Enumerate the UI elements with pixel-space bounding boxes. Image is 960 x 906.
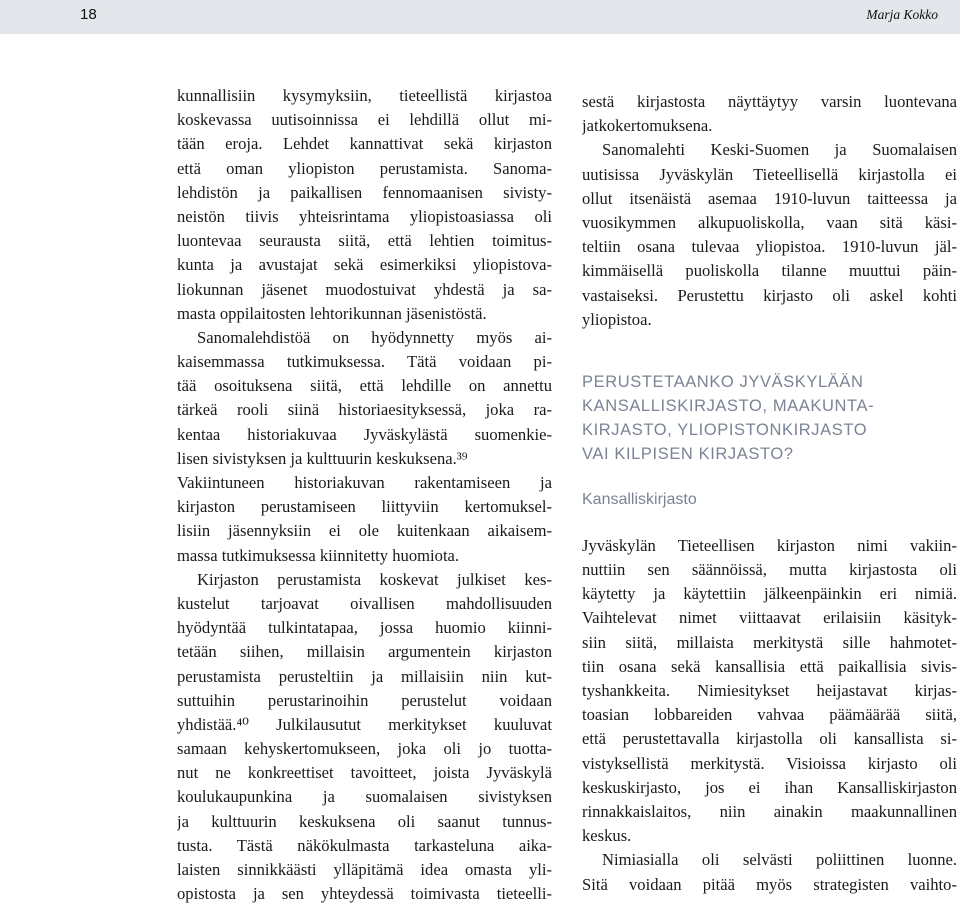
text-line: vistyksellistä merkitystä. Visioissa kirjasto oli	[582, 753, 957, 773]
section-heading-line: VAI KILPISEN KIRJASTO?	[582, 444, 794, 463]
section-heading	[582, 370, 957, 466]
text-line: hyödyntää tulkintatapaa, jossa huomio kiinni-	[177, 618, 552, 638]
text-line: Sanomalehti Keski-Suomen ja Suomalaisen	[602, 140, 957, 160]
text-line: Vaihtelevat nimet viittaavat erilaisiin käsityk-	[582, 608, 957, 628]
text-line: nuttiin sen säännöissä, mutta kirjastosta oli	[582, 560, 957, 580]
text-line: kunta ja avustajat sekä esimerkiksi yliopistova-	[177, 255, 552, 275]
page-number: 18	[80, 6, 97, 23]
text-line: perustamista perusteltiin ja millaisiin niin kut-	[177, 666, 552, 686]
text-line: liokunnan jäsenet muodostuivat yhdestä ja sa-	[177, 279, 552, 299]
text-line: Jyväskylän Tieteellisen kirjaston nimi vakiin-	[582, 535, 957, 555]
text-line: käytetty ja käytettiin jälkeenpäinkin eri nimiä.	[582, 584, 957, 604]
text-line: että oman yliopiston perustamista. Sanoma-	[177, 158, 552, 178]
text-line: siin siitä, millaista merkitystä sille hahmotet-	[582, 632, 957, 652]
section-heading-line: KANSALLISKIRJASTO, MAAKUNTA-	[582, 396, 875, 415]
text-line: jatkokertomuksena.	[582, 116, 713, 136]
text-line: tiin osana sekä kansallisia että paikallisia sivis-	[582, 656, 957, 676]
text-line: ja kulttuurin keskuksena oli saanut tunnus-	[177, 811, 552, 831]
text-line: sestä kirjastosta näyttäytyy varsin luontevana	[582, 92, 957, 111]
text-line: teltiin osana tulevaa yliopistoa. 1910-luvun jäl-	[582, 237, 957, 257]
text-line: keskus.	[582, 826, 632, 846]
text-line: kirjaston perustamiseen liittyviin kertomuksel-	[177, 497, 552, 517]
text-line: kustelut tarjoavat oivallisen mahdollisuuden	[177, 593, 552, 613]
spacer	[582, 332, 957, 370]
text-line: laisten sinnikkäästi ylläpitämä idea omasta yli-	[177, 860, 552, 879]
text-line: nut ne konkreettiset tavoitteet, joista Jyväskylä	[177, 763, 552, 783]
text-line: rinnakkaislaitos, niin ainakin maakunnallinen	[582, 801, 957, 821]
text-line: kimmäisellä puoliskolla tilanne muuttui päin-	[582, 261, 957, 281]
text-line: Kirjaston perustamista koskevat julkiset kes-	[197, 569, 552, 589]
text-line: tetään siihen, millaisin argumentein kirjaston	[177, 642, 552, 662]
spacer	[582, 512, 957, 534]
text-line: tusta. Tästä näkökulmasta tarkasteluna aika-	[177, 835, 552, 855]
text-line: ollut itsenäistä asemaa 1910-luvun taitteessa ja	[582, 188, 957, 208]
text-line: että perustettavalla kirjastolla oli kansallista si-	[582, 729, 957, 749]
text-line: vuosikymmen alkupuoliskolla, vaan sitä käsi-	[582, 212, 957, 232]
right-column	[582, 90, 957, 897]
text-line: Sitä voidaan pitää myös strategisten vaihto-	[582, 874, 957, 894]
text-line: tyshankkeita. Nimiesitykset heijastavat kirjas-	[582, 681, 957, 700]
text-line: toasian lobbareiden vahvaa päämäärää siitä,	[582, 705, 957, 725]
text-line: uutisissa Jyväskylän Tieteellisellä kirjastolla ei	[582, 164, 957, 184]
section-heading-line: PERUSTETAANKO JYVÄSKYLÄÄN	[582, 372, 864, 391]
text-line: koulukaupunkina ja suomalaisen sivistyksen	[177, 787, 552, 807]
text-line: kentaa historiakuvaa Jyväskylästä suomenkie-	[177, 424, 552, 444]
text-line: tärkeä rooli siinä historiaesityksessä, joka ra-	[177, 400, 552, 420]
text-line: masta oppilaitosten lehtorikunnan jäsenistöstä.	[177, 303, 487, 323]
text-line: yliopistoa.	[582, 309, 652, 329]
text-line: tään eroja. Lehdet kannattivat sekä kirjaston	[177, 134, 552, 154]
subheading: Kansalliskirjasto	[582, 490, 697, 508]
text-line: koskevassa uutisoinnissa ei lehdillä ollut mi-	[177, 110, 552, 130]
left-column	[177, 84, 552, 906]
text-line: opistosta ja sen yhteydessä toimivasta tieteelli-	[177, 884, 552, 904]
text-line: Nimiasialla oli selvästi poliittinen luonne.	[602, 850, 957, 870]
text-line: yhdistää.⁴⁰ Julkilausutut merkitykset kuuluvat	[177, 714, 552, 734]
text-line: kaisemmassa tutkimuksessa. Tätä voidaan pi-	[177, 352, 552, 372]
text-line: kunnallisiin kysymyksiin, tieteellistä kirjastoa	[177, 86, 552, 105]
spacer	[582, 466, 957, 488]
text-line: luontevaa seurausta siitä, että lehtien toimitus-	[177, 231, 552, 251]
text-line: lisen sivistyksen ja kulttuurin keskuksena.³⁹	[177, 448, 468, 468]
running-author: Marja Kokko	[866, 7, 938, 22]
text-line: lehdistön ja paikallisen fennomaanisen sivisty-	[177, 182, 552, 202]
text-line: massa tutkimuksessa kiinnitetty huomiota.	[177, 545, 460, 565]
text-line: keskuskirjasto, jos ei ihan Kansalliskirjaston	[582, 777, 957, 797]
text-line: Vakiintuneen historiakuvan rakentamiseen ja	[177, 473, 552, 492]
text-line: tää osoituksena siitä, että lehdille on annettu	[177, 376, 552, 396]
text-line: samaan kehyskertomukseen, joka oli jo tuotta-	[177, 739, 552, 759]
page-header	[0, 0, 960, 34]
section-heading-line: KIRJASTO, YLIOPISTONKIRJASTO	[582, 420, 868, 439]
text-line: vastaiseksi. Perustettu kirjasto oli askel kohti	[582, 285, 957, 305]
text-line: lisiin jäsennyksiin ei ole kuitenkaan aikaisem-	[177, 521, 552, 541]
text-line: Sanomalehdistöä on hyödynnetty myös ai-	[197, 327, 552, 347]
text-line: suttuihin perustarinoihin perustelut voidaan	[177, 690, 552, 710]
text-line: neistön tiivis yhteisrintama yliopistoasiassa oli	[177, 206, 552, 226]
